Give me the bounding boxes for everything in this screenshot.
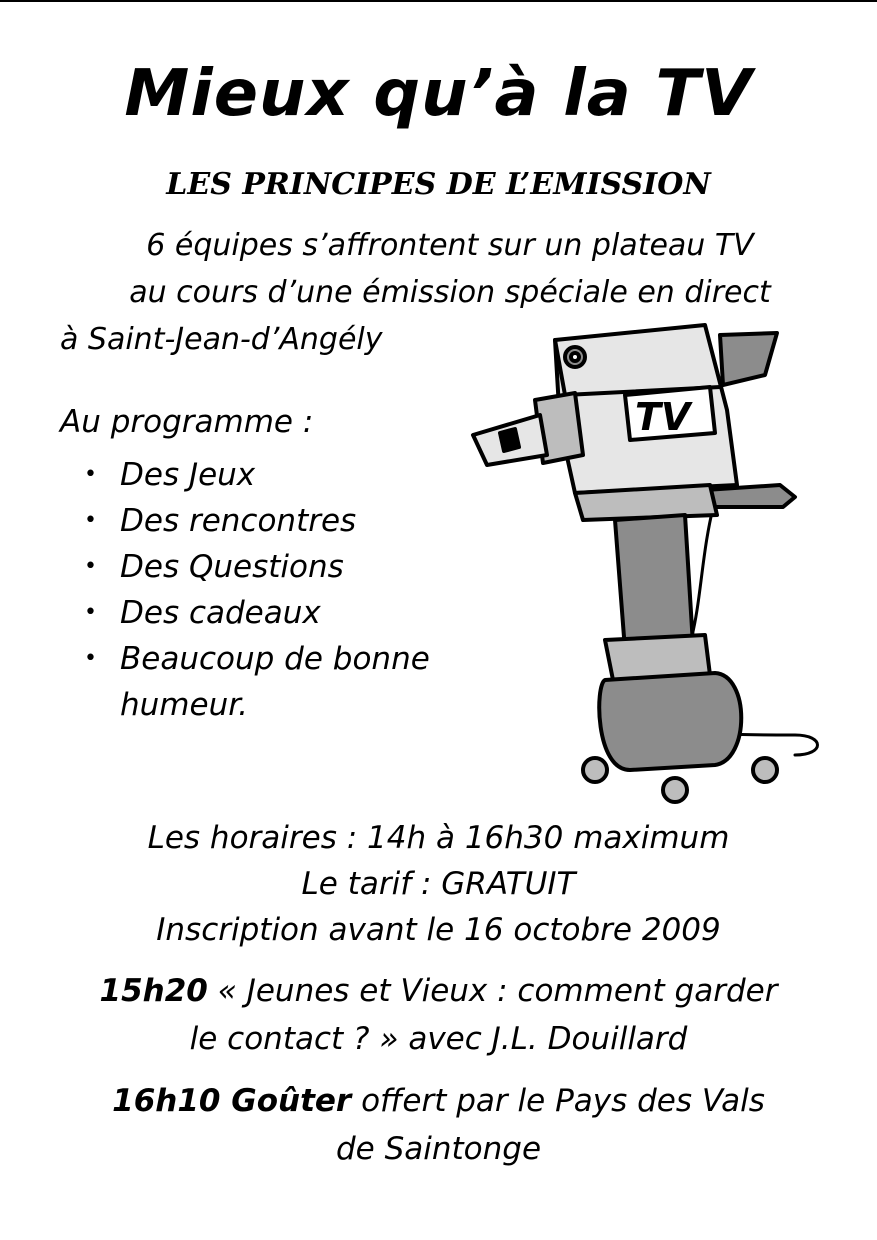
intro-line-3: à Saint-Jean-d’Angély [60, 322, 383, 357]
program-heading: Au programme : [60, 404, 314, 440]
bullet-icon: • [84, 462, 97, 487]
program-item-label: Des Questions [120, 549, 344, 585]
program-item-label: Beaucoup de bonne humeur. [120, 641, 430, 723]
event-talk-text-1: « Jeunes et Vieux : comment garder [207, 973, 778, 1009]
camera-mount [575, 485, 717, 520]
bullet-icon: • [84, 554, 97, 579]
price-line: Le tarif : GRATUIT [301, 866, 576, 902]
camera-handle [705, 485, 795, 507]
camera-hood [720, 333, 777, 385]
event-snack-time: 16h10 Goûter [112, 1083, 352, 1119]
program-item [60, 452, 500, 498]
program-item [60, 498, 500, 544]
event-snack [0, 1077, 877, 1173]
event-snack-line-1 [0, 1077, 877, 1125]
registration-line: Inscription avant le 16 octobre 2009 [156, 912, 721, 948]
bullet-icon: • [84, 508, 97, 533]
intro-line-1: 6 équipes s’affrontent sur un plateau TV [146, 228, 754, 263]
camera-lens-glass [500, 429, 519, 451]
pedestal-column [615, 515, 693, 650]
poster-subtitle: LES PRINCIPES DE L’EMISSION [166, 167, 711, 202]
program-item [60, 544, 500, 590]
event-snack-text-1: offert par le Pays des Vals [351, 1083, 765, 1119]
tv-plate-label: TV [635, 395, 691, 439]
program-list [60, 452, 500, 728]
wheel-icon [663, 778, 687, 802]
event-talk-time: 15h20 [99, 973, 208, 1009]
intro-line-2: au cours d’une émission spéciale en direct [129, 275, 771, 310]
event-snack-line-2: de Saintonge [335, 1131, 542, 1167]
tv-camera-illustration [465, 315, 835, 810]
top-border-line [0, 0, 877, 2]
event-talk-line-2: le contact ? » avec J.L. Douillard [189, 1021, 688, 1057]
bullet-icon: • [84, 600, 97, 625]
program-item-label: Des Jeux [120, 457, 256, 493]
hours-line: Les horaires : 14h à 16h30 maximum [147, 820, 730, 856]
program-item-label: Des cadeaux [120, 595, 321, 631]
event-talk [0, 967, 877, 1063]
camera-knob-center [571, 353, 579, 361]
info-block [0, 815, 877, 953]
pedestal-base [599, 673, 741, 770]
program-item-label: Des rencontres [120, 503, 357, 539]
program-item [60, 636, 500, 728]
poster-title: Mieux qu’à la TV [124, 57, 753, 131]
event-talk-line-1 [0, 967, 877, 1015]
program-item [60, 590, 500, 636]
bullet-icon: • [84, 646, 97, 671]
wheel-icon [583, 758, 607, 782]
wheel-icon [753, 758, 777, 782]
